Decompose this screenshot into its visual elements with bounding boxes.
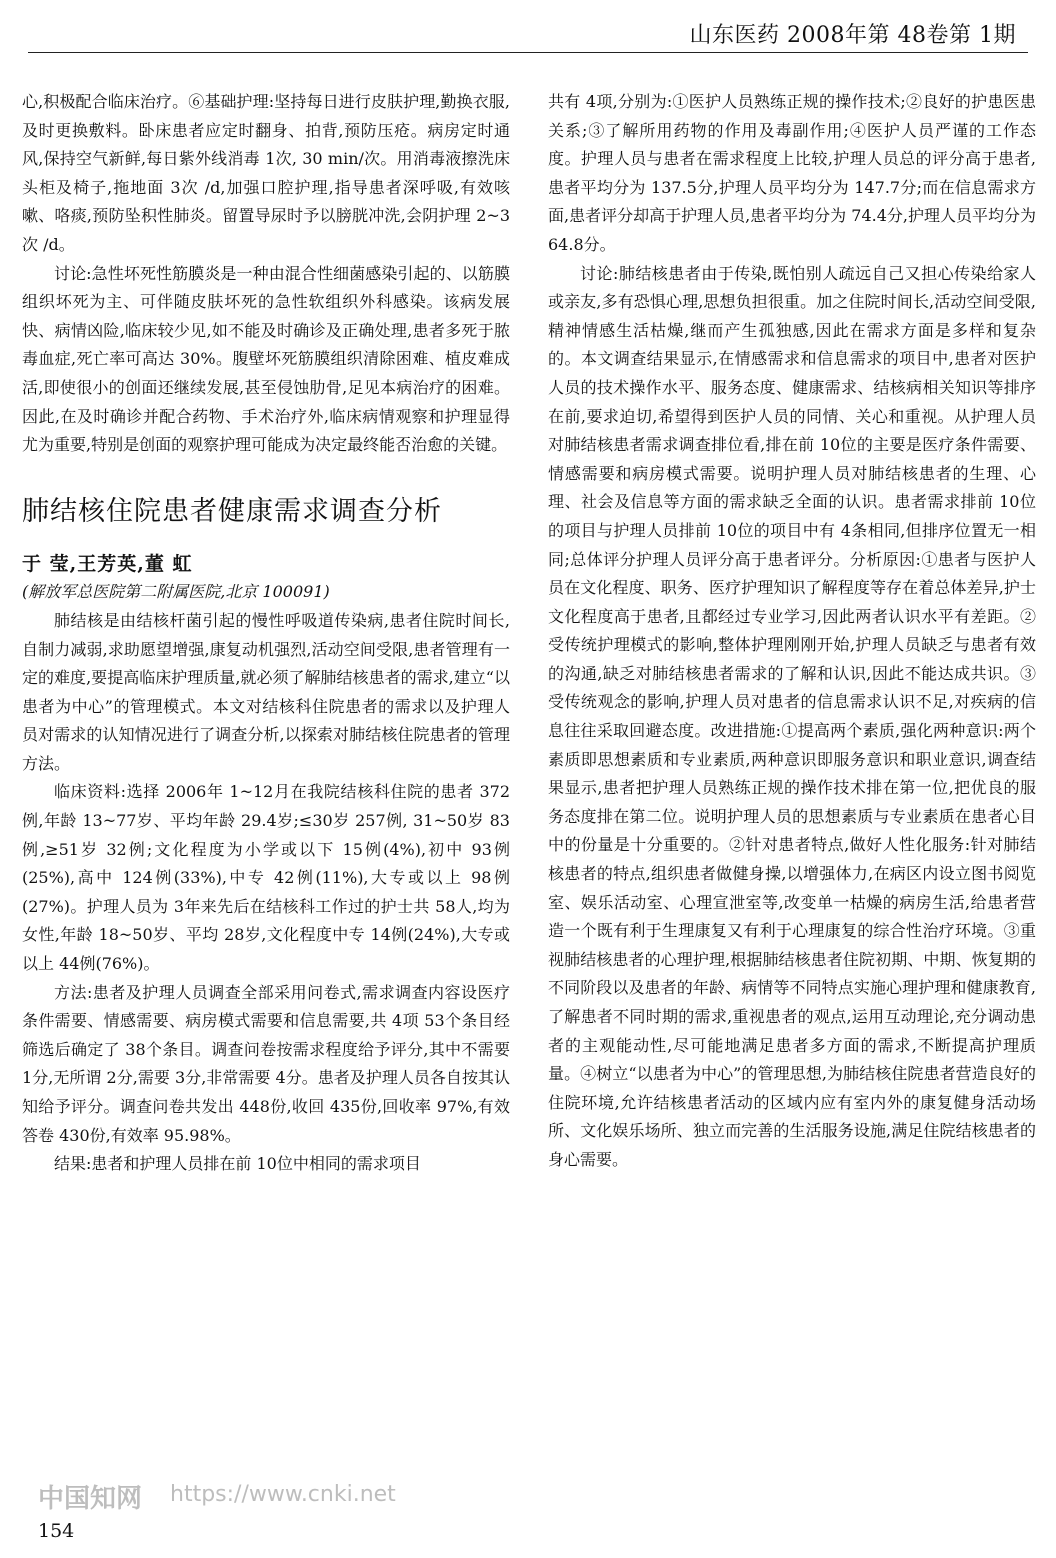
header-rule [28, 52, 1028, 53]
paragraph-results-start: 结果:患者和护理人员排在前 10位中相同的需求项目 [54, 1154, 421, 1174]
right-column [548, 88, 1036, 1175]
paragraph-discussion-fasciitis: 讨论:急性坏死性筋膜炎是一种由混合性细菌感染引起的、以筋膜组织坏死为主、可伴随皮肤坏死的急性软组织外科感染。该病发展快、病情凶险,临床较少见,如不能及时确诊及正确处理,患者多死于脓毒血症,死亡率可高达 30%。腹壁坏死筋膜组织清除困难、植皮难成活,即使很小的创面还继续发展,甚至侵蚀肋骨,足见本病治疗的困难。因此,在及时确诊并配合药物、手术治疗外,临床病情观察和护理显得尤为重要,特别是创面的观察护理可能成为决定最终能否治愈的关键。 [22, 263, 510, 455]
paragraph-discussion-tb: 讨论:肺结核患者由于传染,既怕别人疏远自己又担心传染给家人或亲友,多有恐惧心理,思想负担很重。加之住院时间长,活动空间受限,精神情感生活枯燥,继而产生孤独感,因此在需求方面是多样和复杂的。本文调查结果显示,在情感需求和信息需求的项目中,患者对医护人员的技术操作水平、服务态度、健康需求、结核病相关知识等排序在前,要求迫切,希望得到医护人员的同情、关心和重视。从护理人员对肺结核患者需求调查排位看,排在前 10位的主要是医疗条件需要、情感需要和病房模式需要。说明护理人员对肺结核患者的生理、心理、社会及信息等方面的需求缺乏全面的认识。患者需求排前 10位的项目与护理人员排前 10位的项目中有 4条相同,但排序位置无一相同;总体评分护理人员评分高于患者评分。分析原因:①患者与医护人员在文化程度、职务、医疗护理知识了解程度等存在着总体差异,护士文化程度高于患者,且都经过专业学习,因此两者认识水平有差距。②受传统护理模式的影响,整体护理刚刚开始,护理人员缺乏与患者有效的沟通,缺乏对肺结核患者需求的了解和认识,因此不能达成共识。③受传统观念的影响,护理人员对患者的信息需求认识不足,对疾病的信息往往采取回避态度。改进措施:①提高两个素质,强化两种意识:两个素质即思想素质和专业素质,两种意识即服务意识和职业意识,调查结果显示,患者把护理人员熟练正规的操作技术排在第一位,把优良的服务态度排在第二位。说明护理人员的思想素质与专业素质在患者心目中的份量是十分重要的。②针对患者特点,做好人性化服务:针对肺结核患者的特点,组织患者做健身操,以增强体力,在病区内设立图书阅览室、娱乐活动室、心理宣泄室等,改变单一枯燥的病房生活,给患者营造一个既有利于生理康复又有利于心理康复的综合性治疗环境。③重视肺结核患者的心理护理,根据肺结核患者住院初期、中期、恢复期的不同阶段以及患者的年龄、病情等不同特点实施心理护理和健康教育,了解患者不同时期的需求,重视患者的观点,运用互动理论,充分调动患者的主观能动性,尽可能地满足患者多方面的需求,不断提高护理质量。④树立“以患者为中心”的管理思想,为肺结核住院患者营造良好的住院环境,允许结核患者活动的区域内应有室内外的康复健身活动场所、文化娱乐场所、独立而完善的生活服务设施,满足住院结核患者的身心需要。 [548, 263, 1036, 1169]
left-column [22, 88, 510, 1179]
cnki-url[interactable]: https://www.cnki.net [170, 1482, 396, 1507]
article-affiliation: (解放军总医院第二附属医院,北京 100091) [22, 582, 330, 602]
journal-header: 山东医药 2008年第 48卷第 1期 [689, 23, 1016, 48]
paragraph-methods: 方法:患者及护理人员调查全部采用问卷式,需求调查内容设医疗条件需要、情感需要、病房模式需要和信息需要,共 4项 53个条目经筛选后确定了 38个条目。调查问卷按需求程度给予评分,其中不需要 1分,无所谓 2分,需要 3分,非常需要 4分。患者及护理人员各自按其认知给予评分。调查问卷共发出 448份,收回 435份,回收率 97%,有效答卷 430份,有效率 95.98%。 [22, 982, 510, 1145]
article-title: 肺结核住院患者健康需求调查分析 [22, 495, 442, 527]
paragraph-clinical-data: 临床资料:选择 2006年 1~12月在我院结核科住院的患者 372例,年龄 13~77岁、平均年龄 29.4岁;≤30岁 257例, 31~50岁 83例,≥51岁 32例;文化程度为小学或以下 15例(4%),初中 93例(25%),高中 124例(33%),中专 42例(11%),大专或以上 98例(27%)。护理人员为 3年来先后在结核科工作过的护士共 58人,均为女性,年龄 18~50岁、平均 28岁,文化程度中专 14例(24%),大专或以上 44例(76%)。 [22, 782, 510, 974]
cnki-logo: 中国知网 [38, 1484, 143, 1514]
paragraph-introduction: 肺结核是由结核杆菌引起的慢性呼吸道传染病,患者住院时间长,自制力减弱,求助愿望增强,康复动机强烈,活动空间受限,患者管理有一定的难度,要提高临床护理质量,就必须了解肺结核患者的需求,建立“以患者为中心”的管理模式。本文对结核科住院患者的需求以及护理人员对需求的认知情况进行了调查分析,以探索对肺结核住院患者的管理方法。 [22, 610, 510, 773]
page-number: 154 [38, 1520, 75, 1542]
paragraph-basic-care: 心,积极配合临床治疗。⑥基础护理:坚持每日进行皮肤护理,勤换衣服,及时更换敷料。卧床患者应定时翻身、拍背,预防压疮。病房定时通风,保持空气新鲜,每日紫外线消毒 1次, 30 min/次。用消毒液擦洗床头柜及椅子,拖地面 3次 /d,加强口腔护理,指导患者深呼吸,有效咳嗽、咯痰,预防坠积性肺炎。留置导尿时予以膀胱冲洗,会阴护理 2~3次 /d。 [22, 92, 510, 254]
article-authors: 于 莹,王芳英,董 虹 [22, 552, 193, 575]
paragraph-results-cont: 共有 4项,分别为:①医护人员熟练正规的操作技术;②良好的护患医患关系;③了解所用药物的作用及毒副作用;④医护人员严谨的工作态度。护理人员与患者在需求程度上比较,护理人员总的评分高于患者,患者平均分为 137.5分,护理人员平均分为 147.7分;而在信息需求方面,患者评分却高于护理人员,患者平均分为 74.4分,护理人员平均分为 64.8分。 [548, 92, 1036, 254]
